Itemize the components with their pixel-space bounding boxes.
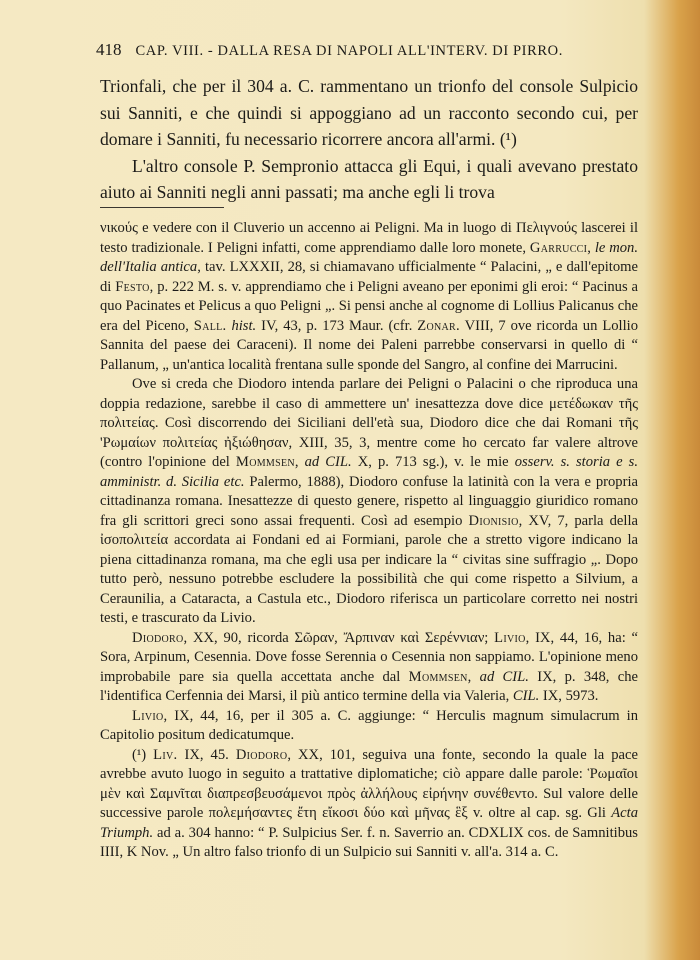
author-name: Dionisio — [468, 512, 519, 529]
author-name: Mommsen — [408, 668, 468, 685]
work-title: hist. — [231, 317, 257, 334]
footnote-paragraph: Ove si creda che Diodoro intenda parlare dei Peligni o Palacini o che riproduca una doppia redazione, sarebbe il caso di ammettere un' inesattezza dove dice μετέδωκαν τῆς πολιτείας. Così discorrendo dei Siciliani dell'età sua, Diodoro dice che dai Romani τῆς 'Ρωμαίων πολιτείας ἠξιώθησαν, XIII, 35, 3, mentre come ho cercato far valere altrove (contro l'opinione del Mommsen, ad CIL. X, p. 713 sg.), v. le mie osserv. s. storia e s. amministr. d. Sicilia etc. Palermo, 1888), Diodoro confuse la latinità con la vera e propria cittadinanza romana. Inesattezze di questo genere, rispetto al linguaggio giuridico romano fra gli scrittori greci sono assai frequenti. Così ad esempio Dionisio, XV, 7, parla della ἰσοπολιτεία accordata ai Fondani ed ai Formiani, parole che a stretto vigore indicano la piena cittadinanza romana, ma che egli usa per indicare la “ civitas sine suffragio „. Dopo tutto però, nessuno potrebbe escludere la possibilità che qui come rispetto a Silvium, a Ceraunilia, a Cataracta, a Castula etc., Diodoro riferisca un particolare corretto nei nostri testi, e trascurato da Livio. — [100, 376, 638, 626]
author-name: Livio — [132, 707, 164, 724]
main-text — [100, 73, 638, 206]
footnote-continuation: νικούς e vedere con il Cluverio un accenno ai Peligni. Ma in luogo di Πελιγνούς lascerei il testo tradizionale. I Peligni infatti, come apprendiamo dalle loro monete, Garrucci, le mon. dell'Italia antica, tav. LXXXII, 28, si chiamavano ufficialmente “ Palacini, „ e dall'epitome di Festo, p. 222 M. s. v. apprendiamo che i Peligni aveano per eponimi gli eroi: “ Pacinus a quo Pacinates et Pelicus a quo Peligni „. Si pensi anche al cognome di Lollius Palicanus che era del Piceno, Sall. hist. IV, 43, p. 173 Maur. (cfr. Zonar. VIII, 7 ove ricorda un Lollio Sannita del paese dei Caraceni). Il nome dei Paleni parrebbe conservarsi in quello di “ Pallanum, „ un'antica località frentana sulle sponde del Sangro, al confine dei Marrucini. — [100, 220, 639, 373]
footnote-marker: (¹) — [132, 746, 154, 763]
running-title: CAP. VIII. - DALLA RESA DI NAPOLI ALL'INTERV. DI PIRRO. — [135, 43, 563, 59]
author-name: Zonar. — [417, 317, 460, 334]
work-title: ad CIL. — [479, 668, 529, 685]
footnotes — [100, 219, 638, 863]
work-title: CIL. — [512, 688, 540, 704]
author-name: Diodoro — [132, 629, 184, 646]
work-title: Acta Triumph. — [100, 805, 638, 841]
author-name: Garrucci — [529, 239, 588, 256]
page-header — [96, 40, 606, 60]
footnote-1: (¹) Liv. IX, 45. Diodoro, XX, 101, seguiva una fonte, secondo la quale la pace avrebbe avuto luogo in seguito a trattative diplomatiche; ciò appare dalle parole: Ῥωμαῖοι μὲν καὶ Σαμνῖται διαπρεσβευσάμενοι πρὸς ἀλλήλους εἰρήνην συνέθεντο. Sul valore delle successive parole πολεμήσαντες ἔτη εἴκοσι δύο καὶ μῆνας ἓξ v. oltre al cap. sg. Gli Acta Triumph. ad a. 304 hanno: “ P. Sulpicius Ser. f. n. Saverrio an. CDXLIX cos. de Samnitibus IIII, K Nov. „ Un altro falso trionfo di un Sulpicio sui Sanniti v. all'a. 314 a. C. — [100, 746, 638, 860]
main-paragraph-2: L'altro console P. Sempronio attacca gli Equi, i quali avevano prestato aiuto ai Sanniti negli anni passati; ma anche egli li trova — [100, 155, 638, 202]
footnote-divider — [100, 207, 224, 208]
work-title: osserv. s. storia e s. amministr. d. Sicilia etc. — [100, 454, 638, 490]
main-paragraph-1: Trionfali, che per il 304 a. C. rammentano un trionfo del console Sulpicio sui Sanniti, e che quindi si appoggiano ad un racconto secondo cui, per domare i Sanniti, fu necessario ricorrere ancora all'armi. (¹) — [100, 76, 638, 149]
work-title: le mon. dell'Italia antica — [100, 239, 639, 275]
footnote-paragraph: Diodoro, XX, 90, ricorda Σῶραν, Ἄρπιναν καὶ Σερέννιαν; Livio, IX, 44, 16, ha: “ Sora, Arpinum, Cesennia. Dove fosse Serennia o Cesennia non sappiamo. L'opinione meno improbabile pare sia quella accettata anche dal Mommsen, ad CIL. IX, p. 348, che l'identifica Cerfennia dei Marsi, il più antico termine della via Valeria, CIL. IX, 5973. — [100, 629, 639, 704]
footnote-paragraph: Livio, IX, 44, 16, per il 305 a. C. aggiunge: “ Herculis magnum simulacrum in Capitolio positum dedicatumque. — [100, 707, 638, 743]
author-name: Sall. — [193, 317, 227, 334]
author-name: Livio — [494, 629, 526, 646]
work-title: ad CIL. — [304, 454, 352, 470]
author-name: Festo — [115, 278, 150, 295]
page-number: 418 — [96, 40, 122, 59]
author-name: Mommsen — [235, 454, 295, 470]
author-name: Diodoro — [235, 746, 288, 763]
author-name: Liv. — [153, 746, 178, 763]
